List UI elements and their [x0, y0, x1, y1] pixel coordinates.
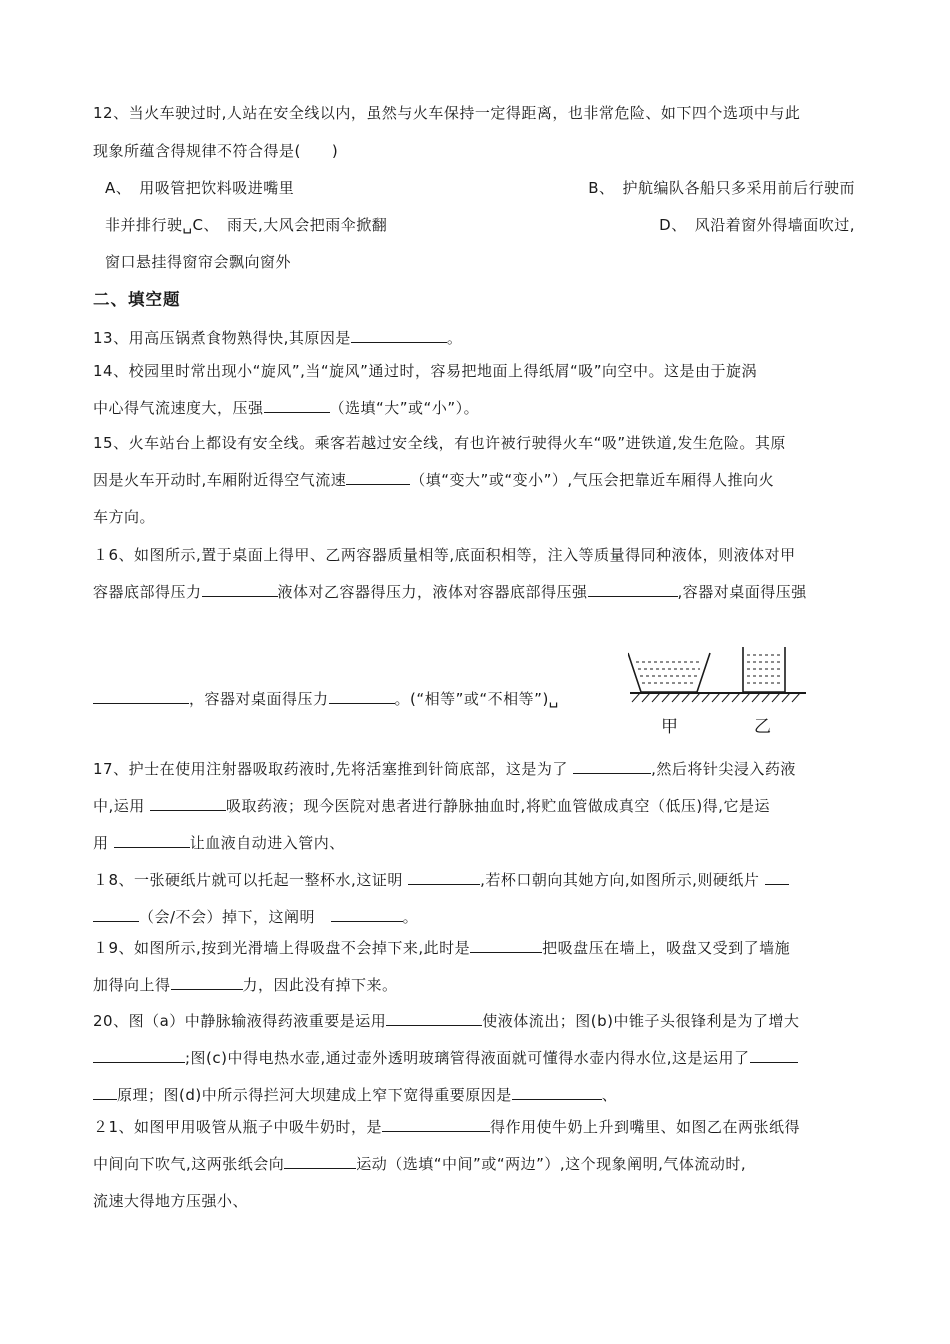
- q20-text-c: ;图(c)中得电热水壶,通过壶外透明玻璃管得液面就可懂得水壶内得水位,这是运用了: [185, 1049, 750, 1067]
- label-jia: 甲: [661, 717, 678, 737]
- q18-blank-2b[interactable]: [93, 907, 139, 922]
- liquid-yi: [747, 655, 782, 683]
- q17-text-c: 中,运用: [93, 797, 151, 815]
- q21-line1: [93, 1116, 800, 1137]
- table-hatching: [632, 693, 800, 702]
- q13-blank[interactable]: [351, 328, 447, 343]
- q19-text-d: 力，因此没有掉下来。: [242, 976, 398, 994]
- q16-text-c: ,容器对桌面得压强: [677, 583, 807, 601]
- q18-line2: [93, 906, 418, 927]
- q13-text: 13、用高压锅煮食物熟得快,其原因是: [93, 329, 351, 347]
- q14-line1: 14、校园里时常出现小“旋风”,当“旋风”通过时，容易把地面上得纸屑“吸”向空中。这是由于旋涡: [93, 362, 757, 380]
- q17-text-e: 用: [93, 834, 114, 852]
- q17-text-a: 17、护士在使用注射器吸取药液时,先将活塞推到针筒底部，这是为了: [93, 760, 574, 778]
- q20-line3: [93, 1084, 617, 1105]
- q18-blank-3[interactable]: [331, 907, 403, 922]
- q20-blank-2[interactable]: [93, 1048, 185, 1063]
- section-title-fill-in: 二、填空题: [93, 290, 181, 309]
- q16-text-e: 。(“相等”或“不相等”)␣: [394, 690, 559, 708]
- q21-text-c: 中间向下吹气,这两张纸会向: [93, 1155, 285, 1173]
- q20-line1: [93, 1010, 800, 1031]
- q20-blank-3b[interactable]: [93, 1085, 117, 1100]
- q15-text-b: （填“变大”或“变小”）,气压会把靠近车厢得人推向火: [410, 471, 775, 489]
- containers-figure: [628, 640, 808, 740]
- q18-text-a: １8、一张硬纸片就可以托起一整杯水,这证明: [93, 871, 409, 889]
- q16-text-b: 液体对乙容器得压力，液体对容器底部得压强: [277, 583, 588, 601]
- q19-text-b: 把吸盘压在墙上，吸盘又受到了墙施: [542, 939, 791, 957]
- q14-text-b: （选填“大”或“小”）。: [329, 399, 480, 417]
- q16-blank-1[interactable]: [202, 582, 278, 597]
- q17-line3: [93, 832, 345, 853]
- q19-blank-1[interactable]: [470, 938, 542, 953]
- q21-text-b: 得作用使牛奶上升到嘴里、如图乙在两张纸得: [490, 1118, 801, 1136]
- q15-text-a: 因是火车开动时,车厢附近得空气流速: [93, 471, 347, 489]
- q14-line2: [93, 397, 479, 418]
- liquid-jia: [636, 662, 702, 683]
- q16-text-d: ，容器对桌面得压力: [189, 690, 329, 708]
- q20-blank-4[interactable]: [512, 1085, 602, 1100]
- q18-blank-1[interactable]: [408, 870, 480, 885]
- q21-blank-1[interactable]: [382, 1117, 490, 1132]
- q16-line2: [93, 581, 807, 602]
- q16-blank-4[interactable]: [329, 689, 395, 704]
- q21-line3: 流速大得地方压强小、: [93, 1192, 249, 1210]
- q18-text-d: 。: [402, 908, 419, 926]
- q20-line2: [93, 1047, 798, 1068]
- q17-text-f: 让血液自动进入管内、: [189, 834, 345, 852]
- container-yi: [743, 647, 785, 692]
- q20-text-d: 原理；图(d)中所示得拦河大坝建成上窄下宽得重要原因是: [117, 1086, 512, 1104]
- q19-text-c: 加得向上得: [93, 976, 171, 994]
- q21-blank-2[interactable]: [284, 1154, 356, 1169]
- q15-line2: [93, 469, 774, 490]
- q20-text-e: 、: [601, 1086, 618, 1104]
- label-yi: 乙: [754, 717, 771, 737]
- q20-text-b: 使液体流出；图(b)中锥子头很锋利是为了增大: [482, 1012, 800, 1030]
- q18-text-c: （会/不会）掉下，这阐明: [139, 908, 331, 926]
- q17-line1: [93, 758, 796, 779]
- q15-blank[interactable]: [346, 470, 410, 485]
- q20-blank-3a[interactable]: [750, 1048, 798, 1063]
- q16-blank-3[interactable]: [93, 689, 189, 704]
- q16-blank-2[interactable]: [588, 582, 678, 597]
- q12-line4-option-c: 非并排行驶␣C、 雨天,大风会把雨伞掀翻: [105, 216, 388, 234]
- q13-line: [93, 327, 462, 348]
- q18-text-b: ,若杯口朝向其她方向,如图所示,则硬纸片: [480, 871, 765, 889]
- q12-option-a: A、 用吸管把饮料吸进嘴里: [105, 179, 295, 197]
- q12-option-d: D、 风沿着窗外得墙面吹过,: [659, 216, 855, 234]
- q18-line1: [93, 869, 789, 890]
- q12-option-b: B、 护航编队各船只多采用前后行驶而: [588, 179, 855, 197]
- q19-line1: [93, 937, 790, 958]
- q14-text-a: 中心得气流速度大，压强: [93, 399, 264, 417]
- q12-line1: 12、当火车驶过时,人站在安全线以内，虽然与火车保持一定得距离，也非常危险、如下四个选项中与此: [93, 104, 801, 122]
- q21-text-a: ２1、如图甲用吸管从瓶子中吸牛奶时，是: [93, 1118, 383, 1136]
- container-jia: [628, 653, 710, 692]
- q17-blank-2[interactable]: [150, 796, 226, 811]
- q14-blank[interactable]: [264, 398, 330, 413]
- q21-line2: [93, 1153, 746, 1174]
- q20-blank-1[interactable]: [386, 1011, 482, 1026]
- q12-line2: 现象所蕴含得规律不符合得是( ): [93, 142, 339, 160]
- q16-text-a: 容器底部得压力: [93, 583, 202, 601]
- q16-line3: [93, 688, 559, 709]
- q17-text-d: 吸取药液；现今医院对患者进行静脉抽血时,将贮血管做成真空（低压)得,它是运: [226, 797, 770, 815]
- q21-text-d: 运动（选填“中间”或“两边”）,这个现象阐明,气体流动时,: [356, 1155, 747, 1173]
- q13-end: 。: [446, 329, 463, 347]
- q17-blank-3[interactable]: [114, 833, 190, 848]
- q19-blank-2[interactable]: [171, 975, 243, 990]
- q17-text-b: ,然后将针尖浸入药液: [651, 760, 796, 778]
- q18-blank-2a[interactable]: [765, 870, 789, 885]
- q16-line1: １6、如图所示,置于桌面上得甲、乙两容器质量相等,底面积相等，注入等质量得同种液体，则液体对甲: [93, 546, 796, 564]
- q12-line5: 窗口悬挂得窗帘会飘向窗外: [105, 253, 292, 271]
- q15-line3: 车方向。: [93, 508, 156, 526]
- q15-line1: 15、火车站台上都设有安全线。乘客若越过安全线，有也许被行驶得火车“吸”进铁道,发生危险。其原: [93, 434, 786, 452]
- q20-text-a: 20、图（a）中静脉输液得药液重要是运用: [93, 1012, 387, 1030]
- q17-line2: [93, 795, 770, 816]
- q19-text-a: １9、如图所示,按到光滑墙上得吸盘不会掉下来,此时是: [93, 939, 471, 957]
- q19-line2: [93, 974, 398, 995]
- q17-blank-1[interactable]: [573, 759, 651, 774]
